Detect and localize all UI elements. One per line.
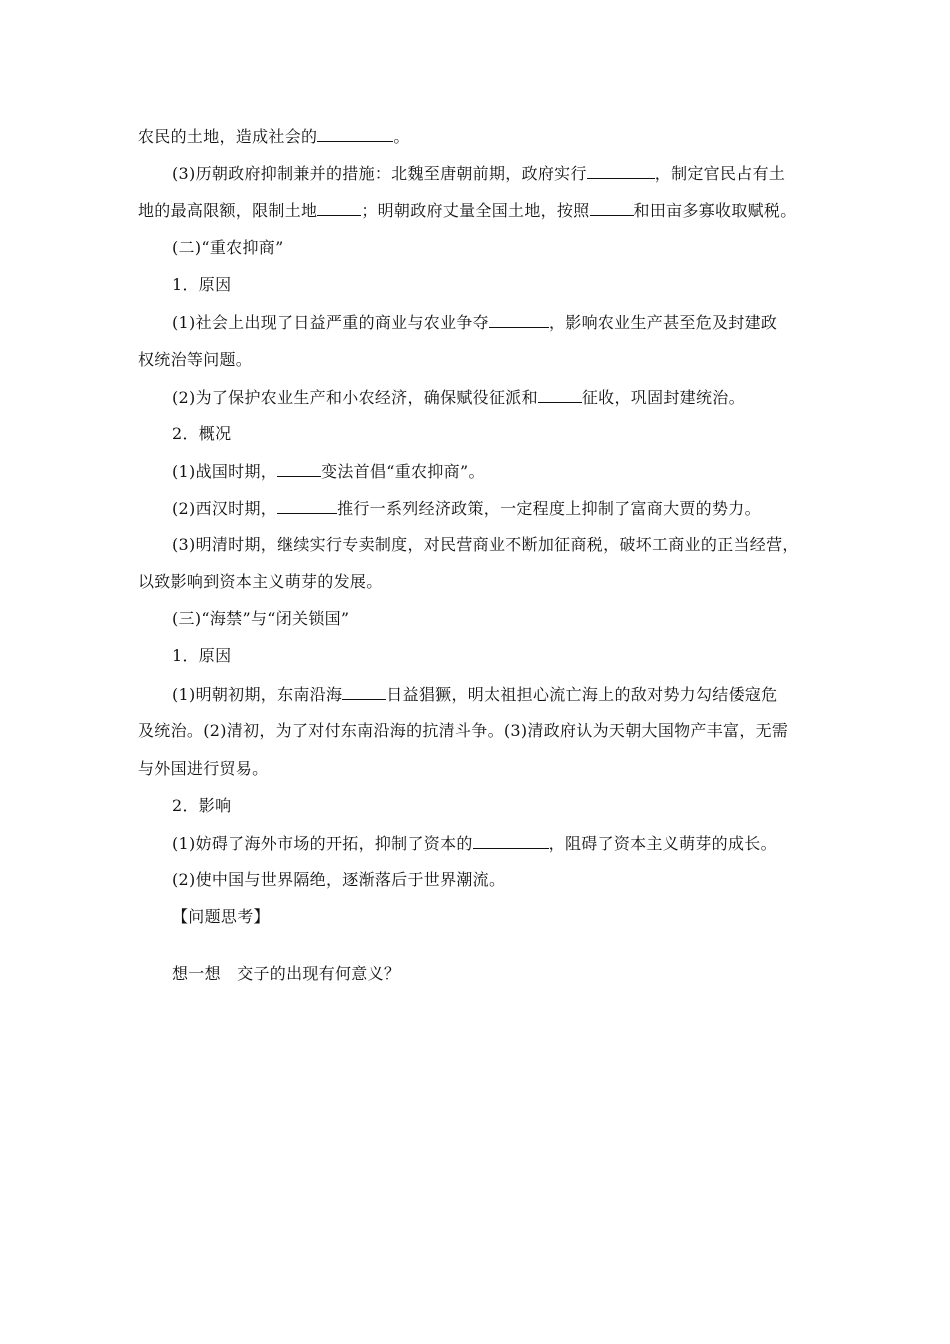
text-segment: ，阻碍了资本主义萌芽的成长。 bbox=[548, 834, 777, 853]
fill-in-blank bbox=[277, 461, 321, 477]
text-segment: (1)妨碍了海外市场的开拓，抑制了资本的 bbox=[172, 834, 473, 853]
text-line: 权统治等问题。 bbox=[138, 350, 253, 369]
fill-in-blank bbox=[590, 200, 634, 216]
text-line: (3)明清时期，继续实行专卖制度，对民营商业不断加征商税，破坏工商业的正当经营， bbox=[172, 535, 799, 554]
section-heading: (三)“海禁”与“闭关锁国” bbox=[172, 609, 350, 628]
text-segment: (1)社会上出现了日益严重的商业与农业争夺 bbox=[172, 313, 489, 332]
subsection-heading: 1．原因 bbox=[172, 275, 232, 294]
text-line bbox=[172, 684, 777, 705]
text-line bbox=[172, 498, 761, 519]
fill-in-blank bbox=[277, 498, 337, 514]
text-segment: (1)明朝初期，东南沿海 bbox=[172, 685, 343, 704]
section-heading: (二)“重农抑商” bbox=[172, 238, 284, 257]
text-segment: 。 bbox=[393, 127, 410, 146]
text-segment: ，影响农业生产甚至危及封建政 bbox=[548, 313, 778, 332]
text-line: (2)使中国与世界隔绝，逐渐落后于世界潮流。 bbox=[172, 870, 506, 889]
fill-in-blank bbox=[489, 312, 549, 328]
text-segment: (3)历朝政府抑制兼并的措施：北魏至唐朝前期，政府实行 bbox=[172, 164, 587, 183]
text-line: 与外国进行贸易。 bbox=[138, 759, 269, 778]
text-segment: (2)西汉时期， bbox=[172, 499, 278, 518]
text-line bbox=[172, 461, 485, 482]
fill-in-blank bbox=[587, 163, 655, 179]
fill-in-blank bbox=[538, 387, 582, 403]
fill-in-blank bbox=[317, 126, 393, 142]
text-segment: 日益猖獗，明太祖担心流亡海上的敌对势力勾结倭寇危 bbox=[386, 685, 778, 704]
text-line: 以致影响到资本主义萌芽的发展。 bbox=[138, 572, 383, 591]
subsection-heading: 1．原因 bbox=[172, 646, 232, 665]
text-line bbox=[172, 312, 777, 333]
text-line bbox=[172, 833, 777, 854]
text-line bbox=[138, 200, 797, 221]
subsection-heading: 2．影响 bbox=[172, 796, 232, 815]
text-segment: ；明朝政府丈量全国土地，按照 bbox=[361, 201, 590, 220]
text-segment: (1)战国时期， bbox=[172, 462, 278, 481]
text-line: 及统治。(2)清初，为了对付东南沿海的抗清斗争。(3)清政府认为天朝大国物产丰富，无需 bbox=[138, 721, 789, 740]
text-segment: 农民的土地，造成社会的 bbox=[138, 127, 318, 146]
text-segment: ，制定官民占有土 bbox=[654, 164, 786, 183]
problem-thinking-heading: 【问题思考】 bbox=[172, 907, 270, 926]
text-segment: 征收，巩固封建统治。 bbox=[581, 388, 745, 407]
fill-in-blank bbox=[342, 684, 386, 700]
text-line bbox=[138, 126, 410, 147]
text-segment: 地的最高限额，限制土地 bbox=[138, 201, 318, 220]
fill-in-blank bbox=[317, 200, 361, 216]
text-segment: 变法首倡“重农抑商”。 bbox=[321, 462, 485, 481]
subsection-heading: 2．概况 bbox=[172, 424, 232, 443]
text-segment: 推行一系列经济政策，一定程度上抑制了富商大贾的势力。 bbox=[337, 499, 761, 518]
text-line bbox=[172, 387, 745, 408]
text-segment: 和田亩多寡收取赋税。 bbox=[633, 201, 797, 220]
text-segment: (2)为了保护农业生产和小农经济，确保赋役征派和 bbox=[172, 388, 538, 407]
question-line: 想一想 交子的出现有何意义？ bbox=[172, 964, 401, 983]
text-line bbox=[172, 163, 785, 184]
fill-in-blank bbox=[473, 833, 549, 849]
